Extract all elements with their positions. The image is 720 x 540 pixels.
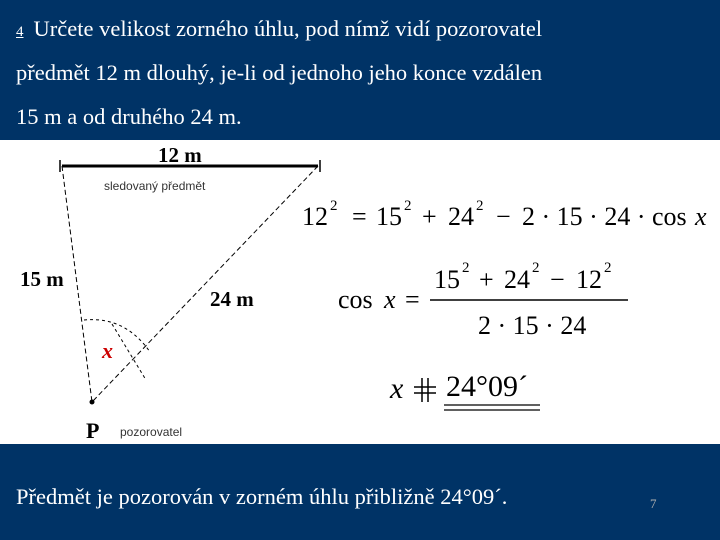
problem-line-3: 15 m a od druhého 24 m. <box>16 104 242 129</box>
page-number: 7 <box>650 496 657 511</box>
problem-statement <box>0 0 720 140</box>
minus-sign-2: − <box>550 265 565 294</box>
cosine-law-formula <box>302 198 707 231</box>
problem-number: 4 <box>16 24 24 40</box>
observer-label: pozorovatel <box>120 425 183 439</box>
side-24m <box>92 166 318 402</box>
left-length-label: 15 m <box>20 267 64 291</box>
side-15m <box>62 166 92 402</box>
num-b: 24 <box>504 265 530 294</box>
cos-law-b: 15 <box>376 202 402 231</box>
problem-text-line-1: Určete velikost zorného úhlu, pod nímž vidí pozorovatel <box>33 16 543 41</box>
angle-bisector <box>112 324 146 380</box>
angle-arc <box>84 320 150 352</box>
top-length-label: 12 m <box>158 143 202 167</box>
cos-law-a: 12 <box>302 202 328 231</box>
conclusion-text: Předmět je pozorován v zorném úhlu přibližně 24°09´. <box>16 484 508 509</box>
cos-law-c: 24 <box>448 202 474 231</box>
cos-law-a-exp: 2 <box>330 198 338 214</box>
denominator: 2 · 15 · 24 <box>478 311 587 340</box>
cos-law-var: x <box>695 202 707 231</box>
observer-point <box>90 400 95 405</box>
problem-line-1 <box>16 16 542 42</box>
plus-sign-2: + <box>479 265 494 294</box>
equals-sign-1: = <box>352 202 367 231</box>
cos-fraction-formula <box>338 260 628 340</box>
plus-sign-1: + <box>422 202 437 231</box>
cos-fn: cos <box>338 285 373 314</box>
result-formula <box>389 370 540 410</box>
num-b-exp: 2 <box>532 260 540 276</box>
equals-sign-2: = <box>405 285 420 314</box>
solution-panel <box>0 140 720 444</box>
conclusion-bar <box>0 444 720 540</box>
right-length-label: 24 m <box>210 287 254 311</box>
num-c: 12 <box>576 265 602 294</box>
cos-var: x <box>384 285 396 314</box>
triangle-figure <box>60 160 320 405</box>
cos-law-b-exp: 2 <box>404 198 412 214</box>
object-label: sledovaný předmět <box>104 179 206 193</box>
problem-line-2: předmět 12 m dlouhý, je-li od jednoho jeho konce vzdálen <box>16 60 543 85</box>
point-label: P <box>86 418 100 443</box>
angle-label: x <box>102 338 113 363</box>
solution-svg <box>0 140 720 444</box>
result-var: x <box>390 372 404 405</box>
cos-law-c-exp: 2 <box>476 198 484 214</box>
cos-law-product: 2 · 15 · 24 · cos <box>522 202 687 231</box>
num-a-exp: 2 <box>462 260 470 276</box>
result-value: 24°09´ <box>446 370 528 403</box>
minus-sign-1: − <box>496 202 511 231</box>
num-a: 15 <box>434 265 460 294</box>
num-c-exp: 2 <box>604 260 612 276</box>
